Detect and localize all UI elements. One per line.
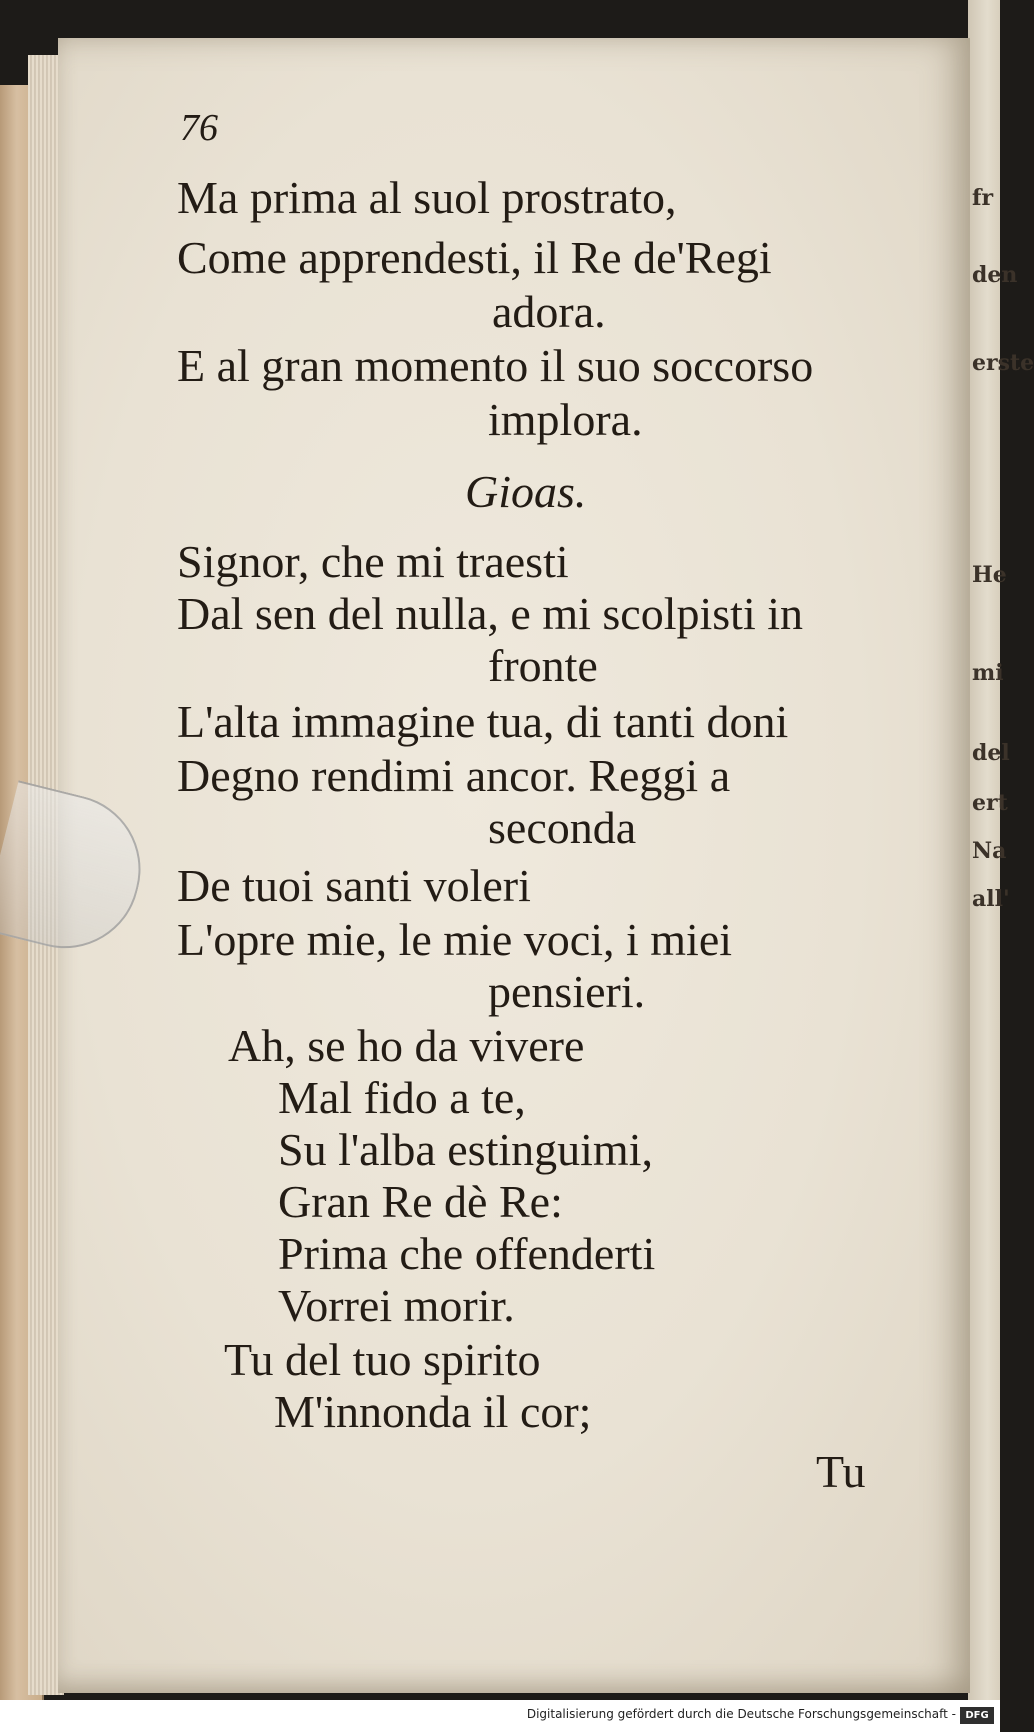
verse-line: Dal sen del nulla, e mi scolpisti in	[177, 588, 804, 639]
aria-line: Prima che offenderti	[278, 1228, 656, 1279]
verse-line: Come apprendesti, il Re de'Regi	[177, 232, 772, 283]
facing-fragment: den	[972, 262, 1018, 288]
verse-line: De tuoi santi voleri	[177, 860, 531, 911]
facing-fragment: fr	[972, 185, 994, 211]
catchword: Tu	[816, 1446, 866, 1497]
aria-line: Vorrei morir.	[278, 1280, 515, 1331]
verse-line: L'opre mie, le mie voci, i miei	[177, 914, 733, 965]
dfg-logo-icon: DFG	[960, 1707, 994, 1724]
verse-line-continuation: seconda	[488, 802, 637, 853]
facing-fragment: mi	[972, 660, 1004, 686]
verse-line-continuation: pensieri.	[488, 966, 646, 1017]
verse-line-continuation: adora.	[492, 286, 606, 337]
aria-line: Ah, se ho da vivere	[228, 1020, 585, 1071]
facing-fragment: ert	[972, 790, 1008, 816]
facing-fragment: del	[972, 740, 1010, 766]
aria-line: Mal fido a te,	[278, 1072, 526, 1123]
footer-bar	[0, 1700, 1000, 1732]
aria-line: Gran Re dè Re:	[278, 1176, 563, 1227]
verse-line: Signor, che mi traesti	[177, 536, 569, 587]
footer-credit: Digitalisierung gefördert durch die Deutsche Forschungsgemeinschaft -	[526, 1707, 956, 1721]
aria-line: M'innonda il cor;	[274, 1386, 592, 1437]
verse-line: E al gran momento il suo soccorso	[177, 340, 814, 391]
facing-fragment: Na	[972, 838, 1007, 864]
verse-line: Ma prima al suol prostrato,	[177, 172, 677, 223]
facing-fragment: erste	[972, 350, 1034, 376]
aria-line: Su l'alba estinguimi,	[278, 1124, 653, 1175]
verse-line: Degno rendimi ancor. Reggi a	[177, 750, 731, 801]
facing-fragment: all'	[972, 886, 1010, 912]
verse-line-continuation: implora.	[488, 394, 643, 445]
verse-line: L'alta immagine tua, di tanti doni	[177, 696, 789, 747]
aria-line: Tu del tuo spirito	[224, 1334, 541, 1385]
page-number: 76	[180, 107, 218, 149]
speaker-name: Gioas.	[465, 466, 587, 517]
verse-line-continuation: fronte	[488, 640, 598, 691]
facing-fragment: He	[972, 562, 1007, 588]
